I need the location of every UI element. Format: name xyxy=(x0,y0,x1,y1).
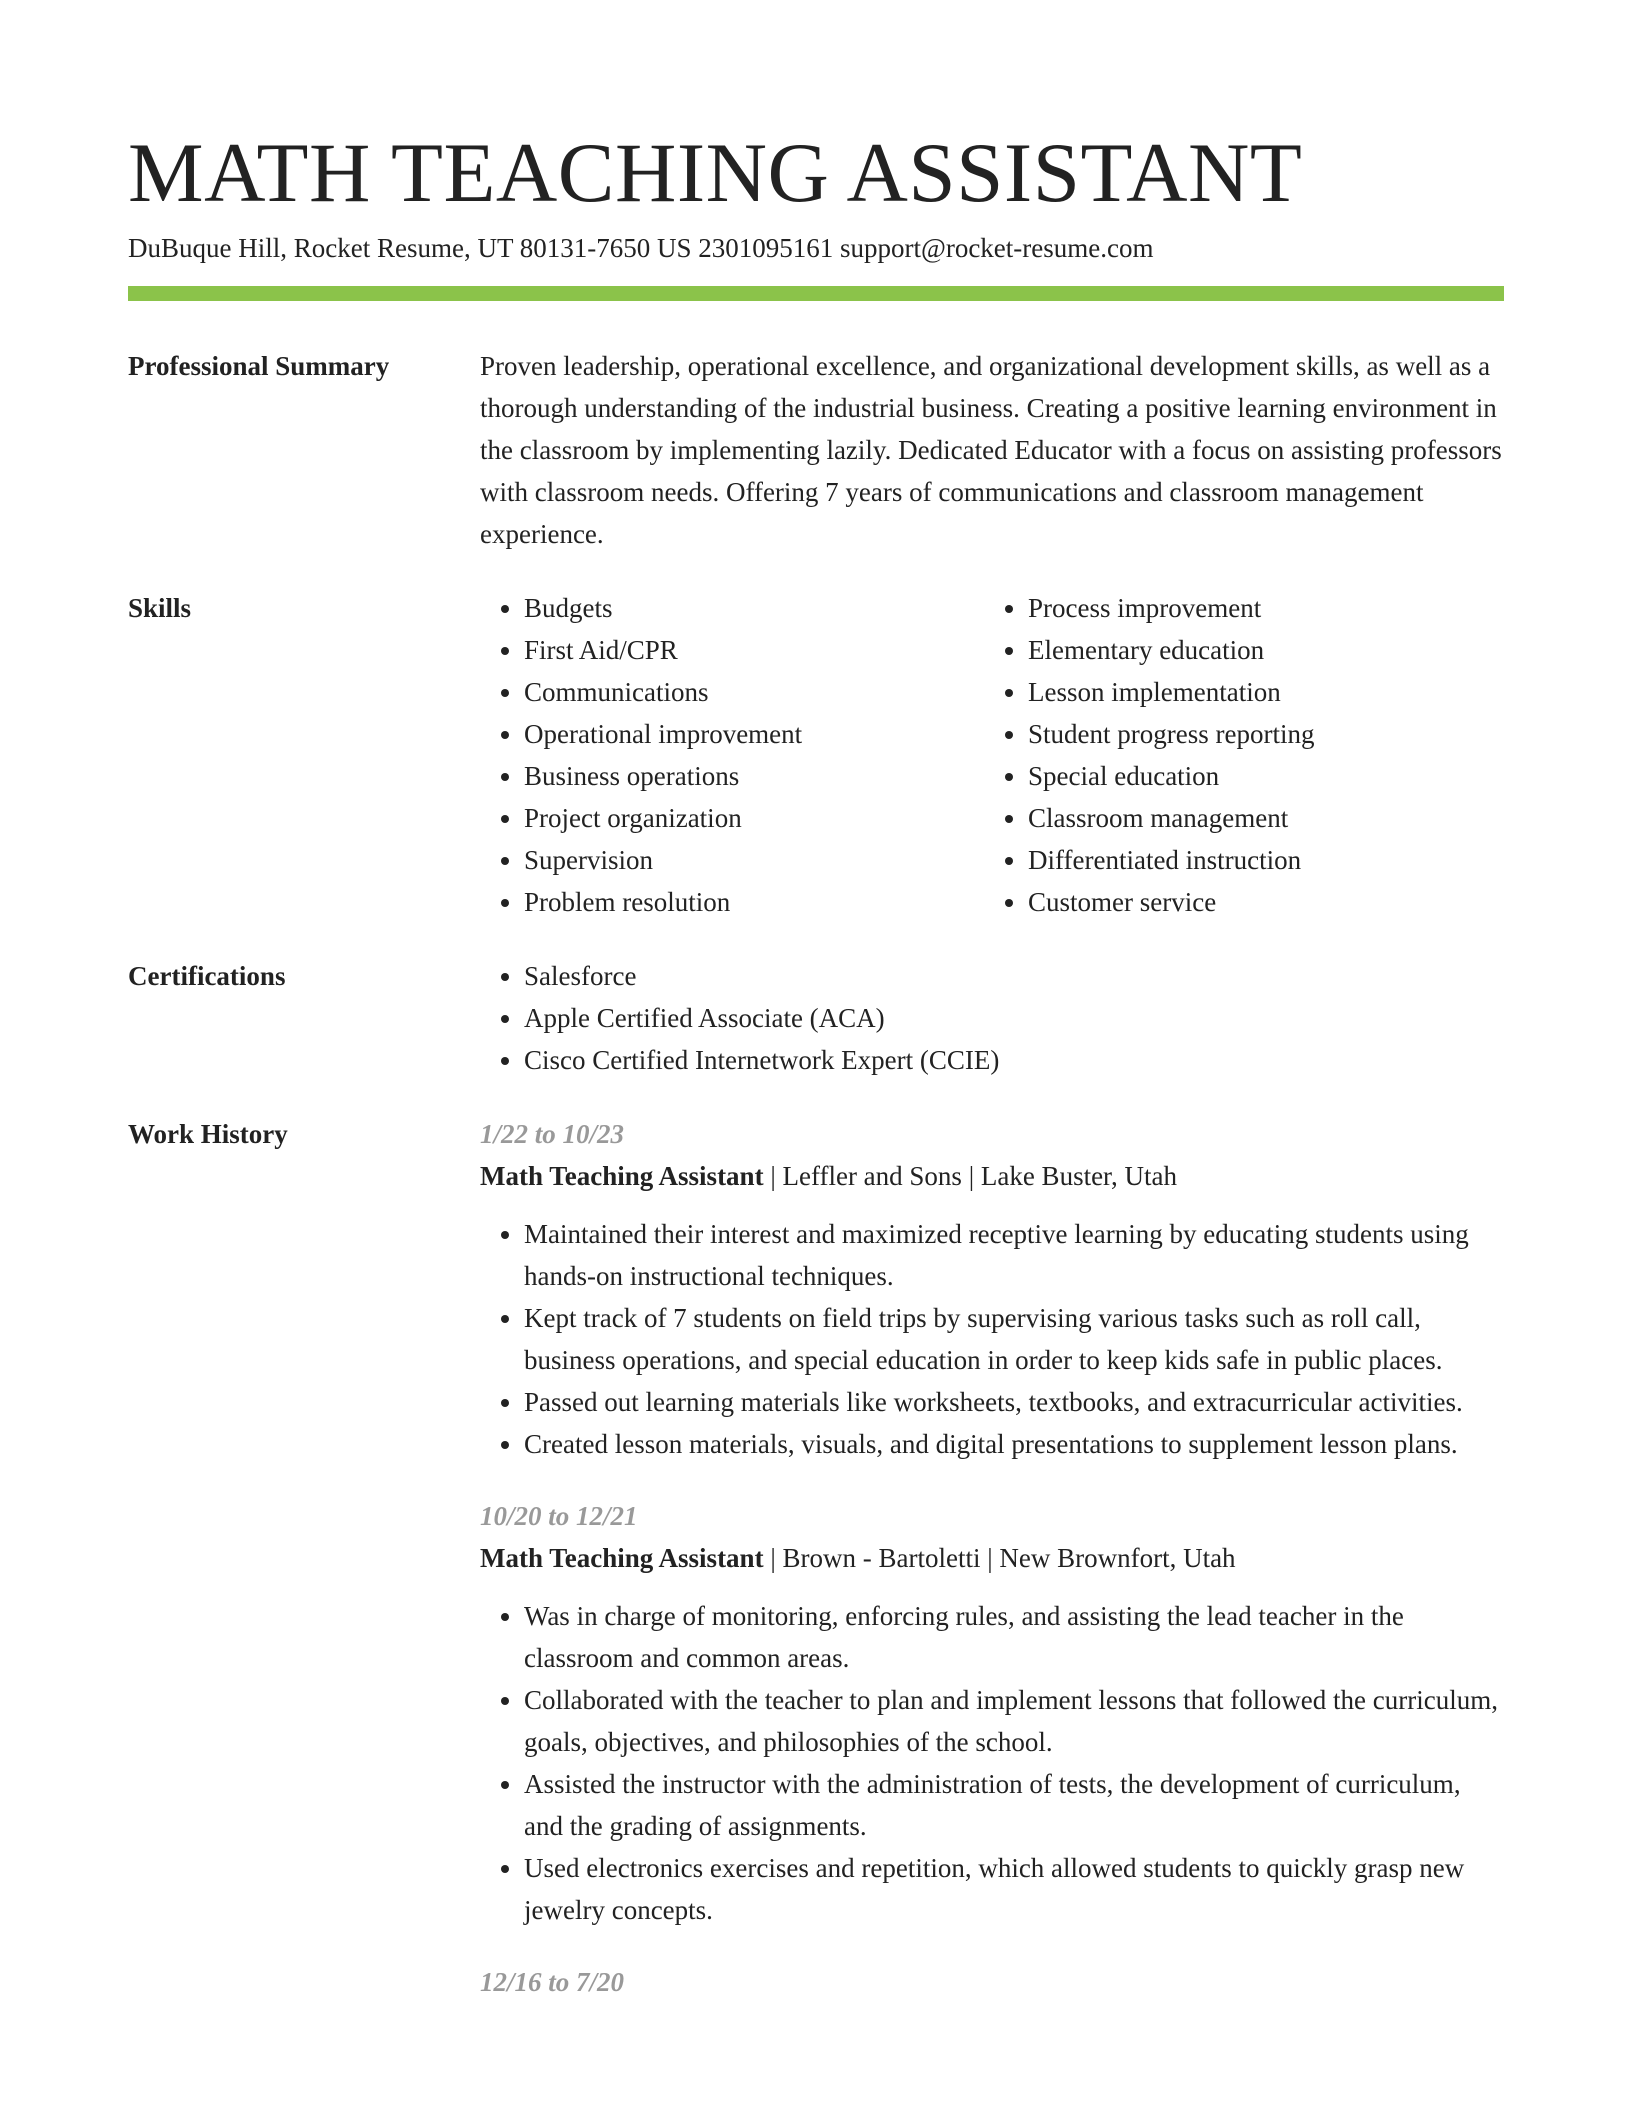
work-history-body xyxy=(480,1113,1502,2003)
skill-item: • Business operations xyxy=(524,755,984,797)
skills-label: Skills xyxy=(128,593,192,623)
skills-column-right xyxy=(984,587,1488,923)
job-bullet: • Used electronics exercises and repetition, which allowed students to quickly grasp new jewelry concepts. xyxy=(524,1847,1502,1931)
job-bullet: • Assisted the instructor with the administration of tests, the development of curriculum, and the grading of assignments. xyxy=(524,1763,1502,1847)
job-bullet: • Maintained their interest and maximized receptive learning by educating students using hands-on instructional techniques. xyxy=(524,1213,1502,1297)
job-entry xyxy=(480,1495,1502,1931)
job-company-location: | Leffler and Sons | Lake Buster, Utah xyxy=(763,1161,1177,1191)
work-history-label: Work History xyxy=(128,1119,288,1149)
job-company-location: | Brown - Bartoletti | New Brownfort, Utah xyxy=(763,1543,1236,1573)
job-bullet: • Collaborated with the teacher to plan and implement lessons that followed the curriculum, goals, objectives, and philosophies of the school. xyxy=(524,1679,1502,1763)
summary-text: Proven leadership, operational excellence, and organizational development skills, as well as a thorough understanding of the industrial business. Creating a positive learning environment in the classroom by implementing lazily. Dedicated Educator with a focus on assisting professors with classroom needs. Offering 7 years of communications and classroom management experience. xyxy=(480,351,1502,549)
skill-item: • Elementary education xyxy=(1028,629,1488,671)
certification-item: • Cisco Certified Internetwork Expert (CCIE) xyxy=(524,1039,1502,1081)
job-dates: 10/20 to 12/21 xyxy=(480,1501,638,1531)
job-entry xyxy=(480,1961,1502,2003)
skills-column-left xyxy=(480,587,984,923)
accent-divider xyxy=(128,286,1504,301)
skill-item: • Differentiated instruction xyxy=(1028,839,1488,881)
skill-item: • First Aid/CPR xyxy=(524,629,984,671)
job-dates: 1/22 to 10/23 xyxy=(480,1119,625,1149)
skill-item: • Customer service xyxy=(1028,881,1488,923)
certifications-label: Certifications xyxy=(128,961,286,991)
job-bullet: • Created lesson materials, visuals, and digital presentations to supplement lesson plans. xyxy=(524,1423,1502,1465)
skill-item: • Lesson implementation xyxy=(1028,671,1488,713)
skill-item: • Problem resolution xyxy=(524,881,984,923)
job-bullet: • Passed out learning materials like worksheets, textbooks, and extracurricular activities. xyxy=(524,1381,1502,1423)
contact-line: DuBuque Hill, Rocket Resume, UT 80131-7650 US 2301095161 support@rocket-resume.com xyxy=(128,233,1154,263)
skill-item: • Supervision xyxy=(524,839,984,881)
job-bullet: • Was in charge of monitoring, enforcing rules, and assisting the lead teacher in the classroom and common areas. xyxy=(524,1595,1502,1679)
job-heading xyxy=(480,1537,1502,1579)
summary-body xyxy=(480,345,1502,555)
skill-item: • Student progress reporting xyxy=(1028,713,1488,755)
skill-item: • Process improvement xyxy=(1028,587,1488,629)
skill-item: • Special education xyxy=(1028,755,1488,797)
certifications-body xyxy=(480,955,1502,1081)
summary-label: Professional Summary xyxy=(128,351,390,381)
skill-item: • Operational improvement xyxy=(524,713,984,755)
certification-item: • Apple Certified Associate (ACA) xyxy=(524,997,1502,1039)
resume-title: MATH TEACHING ASSISTANT xyxy=(128,126,1303,220)
job-dates: 12/16 to 7/20 xyxy=(480,1967,625,1997)
skill-item: • Classroom management xyxy=(1028,797,1488,839)
job-title: Math Teaching Assistant xyxy=(480,1543,764,1573)
job-title: Math Teaching Assistant xyxy=(480,1161,764,1191)
certification-item: • Salesforce xyxy=(524,955,1502,997)
job-bullet: • Kept track of 7 students on field trips by supervising various tasks such as roll call, business operations, and special education in order to keep kids safe in public places. xyxy=(524,1297,1502,1381)
skill-item: • Budgets xyxy=(524,587,984,629)
skill-item: • Project organization xyxy=(524,797,984,839)
skill-item: • Communications xyxy=(524,671,984,713)
skills-body xyxy=(480,587,1502,923)
job-heading xyxy=(480,1155,1502,1197)
job-entry xyxy=(480,1113,1502,1465)
